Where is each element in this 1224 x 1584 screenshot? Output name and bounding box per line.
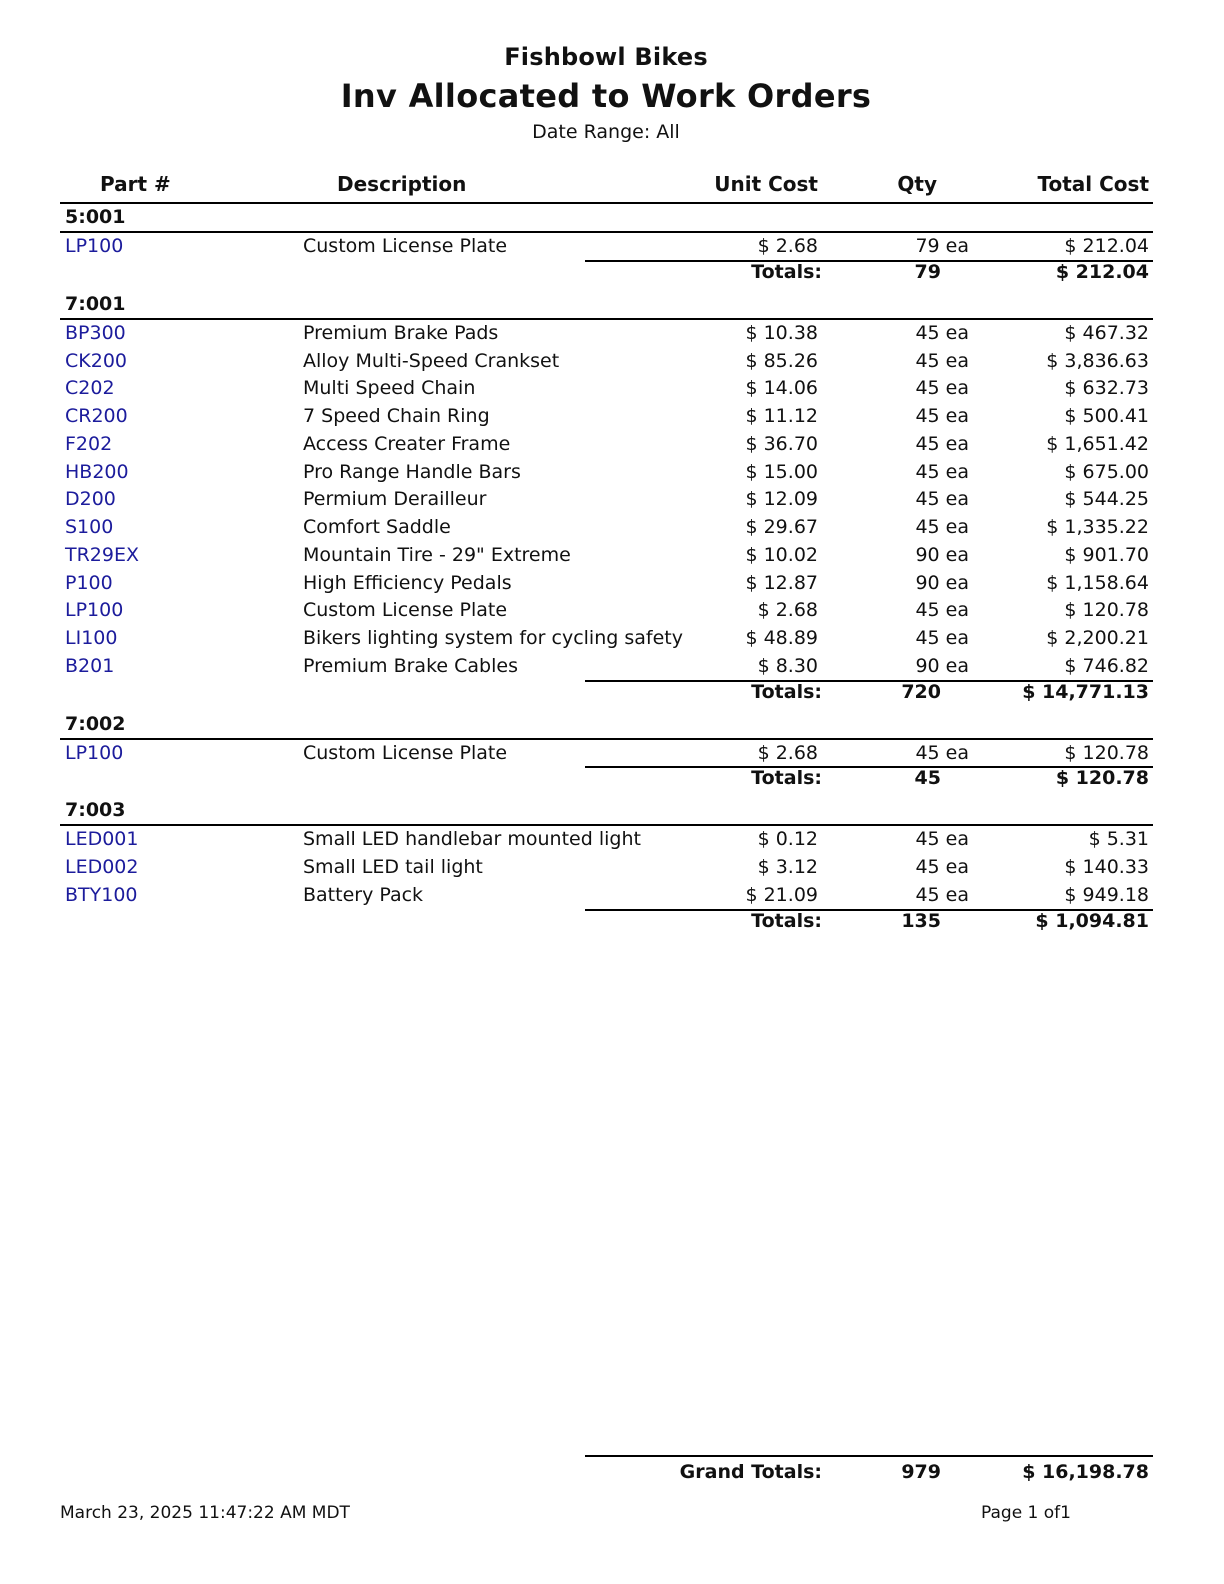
part-number-link[interactable]: TR29EX xyxy=(65,543,140,566)
work-order-group xyxy=(60,291,1153,711)
unit-cost: $ 12.09 xyxy=(745,488,818,511)
totals-cost: $ 1,094.81 xyxy=(1035,909,1149,932)
part-description: Small LED tail light xyxy=(303,856,483,878)
part-description: Bikers lighting system for cycling safety xyxy=(303,627,683,649)
work-order-group xyxy=(60,797,1153,939)
column-header-unit-cost: Unit Cost xyxy=(714,172,818,196)
report-table xyxy=(60,170,1153,940)
total-cost: $ 500.41 xyxy=(1064,405,1149,427)
part-description: Pro Range Handle Bars xyxy=(303,460,521,483)
total-cost: $ 2,200.21 xyxy=(1046,627,1149,649)
part-number-link[interactable]: LED002 xyxy=(65,856,139,878)
table-row xyxy=(60,854,1153,882)
unit-cost: $ 36.70 xyxy=(745,432,818,455)
unit-cost: $ 29.67 xyxy=(745,516,818,538)
quantity: 45 ea xyxy=(915,460,969,483)
part-number-link[interactable]: HB200 xyxy=(65,460,129,483)
table-row xyxy=(60,403,1153,431)
totals-label: Totals: xyxy=(751,909,822,932)
totals-cost: $ 14,771.13 xyxy=(1022,680,1149,703)
part-number-link[interactable]: C202 xyxy=(65,377,115,400)
part-number-link[interactable]: S100 xyxy=(65,516,114,538)
totals-cost: $ 120.78 xyxy=(1055,767,1149,790)
group-totals-row xyxy=(60,767,1153,797)
column-header-qty: Qty xyxy=(897,172,937,196)
part-description: Battery Pack xyxy=(303,883,424,906)
table-row xyxy=(60,826,1153,854)
part-number-link[interactable]: LED001 xyxy=(65,828,139,851)
totals-qty: 45 xyxy=(914,767,941,790)
table-row xyxy=(60,459,1153,487)
part-description: Comfort Saddle xyxy=(303,516,451,538)
work-order-header xyxy=(60,291,1153,320)
part-number-link[interactable]: B201 xyxy=(65,654,115,677)
part-description: Custom License Plate xyxy=(303,599,508,622)
part-description: High Efficiency Pedals xyxy=(303,571,512,594)
total-cost: $ 467.32 xyxy=(1064,321,1149,344)
table-row xyxy=(60,486,1153,514)
grand-totals-qty: 979 xyxy=(901,1461,941,1483)
quantity: 45 ea xyxy=(915,405,969,427)
part-description: Permium Derailleur xyxy=(303,488,487,511)
totals-qty: 135 xyxy=(901,909,941,932)
quantity: 45 ea xyxy=(915,377,969,400)
part-description: 7 Speed Chain Ring xyxy=(303,405,490,427)
totals-label: Totals: xyxy=(751,767,822,790)
quantity: 45 ea xyxy=(915,432,969,455)
total-cost: $ 120.78 xyxy=(1064,599,1149,622)
totals-qty: 720 xyxy=(901,680,941,703)
work-order-header xyxy=(60,797,1153,826)
page-number: Page 1 of1 xyxy=(981,1503,1071,1523)
total-cost: $ 3,836.63 xyxy=(1046,349,1149,372)
quantity: 45 ea xyxy=(915,883,969,906)
total-cost: $ 1,158.64 xyxy=(1046,571,1149,594)
part-description: Mountain Tire - 29" Extreme xyxy=(303,543,571,566)
total-cost: $ 140.33 xyxy=(1064,856,1149,878)
quantity: 90 ea xyxy=(915,571,969,594)
total-cost: $ 5.31 xyxy=(1088,828,1149,851)
quantity: 90 ea xyxy=(915,543,969,566)
column-header-total-cost: Total Cost xyxy=(1037,172,1149,196)
part-number-link[interactable]: F202 xyxy=(65,432,113,455)
total-cost: $ 746.82 xyxy=(1064,654,1149,677)
table-row xyxy=(60,653,1153,681)
table-row xyxy=(60,625,1153,653)
work-order-number: 7:003 xyxy=(65,799,126,822)
part-description: Alloy Multi-Speed Crankset xyxy=(303,349,560,372)
unit-cost: $ 10.02 xyxy=(745,543,818,566)
grand-totals-label: Grand Totals: xyxy=(679,1461,822,1483)
unit-cost: $ 12.87 xyxy=(745,571,818,594)
unit-cost: $ 2.68 xyxy=(757,599,818,622)
quantity: 45 ea xyxy=(915,321,969,344)
table-row xyxy=(60,431,1153,459)
table-row xyxy=(60,320,1153,348)
table-row xyxy=(60,375,1153,403)
unit-cost: $ 3.12 xyxy=(757,856,818,878)
quantity: 45 ea xyxy=(915,349,969,372)
report-title: Inv Allocated to Work Orders xyxy=(340,77,872,115)
unit-cost: $ 2.68 xyxy=(757,741,818,764)
total-cost: $ 120.78 xyxy=(1064,741,1149,764)
unit-cost: $ 8.30 xyxy=(757,654,818,677)
part-description: Premium Brake Cables xyxy=(303,654,518,677)
total-cost: $ 544.25 xyxy=(1064,488,1149,511)
grand-totals-cost: $ 16,198.78 xyxy=(1022,1461,1149,1483)
table-row xyxy=(60,597,1153,625)
part-description: Custom License Plate xyxy=(303,741,508,764)
totals-qty: 79 xyxy=(914,260,941,283)
quantity: 45 ea xyxy=(915,488,969,511)
unit-cost: $ 2.68 xyxy=(757,235,818,257)
total-cost: $ 212.04 xyxy=(1064,235,1149,257)
part-description: Small LED handlebar mounted light xyxy=(303,828,641,851)
part-number-link[interactable]: LP100 xyxy=(65,235,124,257)
work-order-header xyxy=(60,204,1153,233)
group-totals-row xyxy=(60,681,1153,711)
total-cost: $ 949.18 xyxy=(1064,883,1149,906)
work-order-number: 7:001 xyxy=(65,292,126,315)
total-cost: $ 632.73 xyxy=(1064,377,1149,400)
print-timestamp: March 23, 2025 11:47:22 AM MDT xyxy=(60,1503,350,1523)
quantity: 45 ea xyxy=(915,741,969,764)
part-number-link[interactable]: BTY100 xyxy=(65,883,138,906)
table-row xyxy=(60,882,1153,910)
part-description: Premium Brake Pads xyxy=(303,321,499,344)
company-name: Fishbowl Bikes xyxy=(504,43,708,71)
work-order-number: 7:002 xyxy=(65,712,126,735)
part-description: Access Creater Frame xyxy=(303,432,511,455)
part-number-link[interactable]: LP100 xyxy=(65,599,124,622)
quantity: 45 ea xyxy=(915,599,969,622)
quantity: 90 ea xyxy=(915,654,969,677)
quantity: 79 ea xyxy=(915,235,969,257)
work-order-group xyxy=(60,204,1153,291)
total-cost: $ 1,651.42 xyxy=(1046,432,1149,455)
part-number-link[interactable]: CK200 xyxy=(65,349,127,372)
work-order-group xyxy=(60,711,1153,798)
column-header-part: Part # xyxy=(100,172,171,196)
total-cost: $ 1,335.22 xyxy=(1046,516,1149,538)
grand-totals-row xyxy=(585,1455,1153,1491)
table-row xyxy=(60,233,1153,261)
unit-cost: $ 10.38 xyxy=(745,321,818,344)
unit-cost: $ 21.09 xyxy=(745,883,818,906)
unit-cost: $ 14.06 xyxy=(745,377,818,400)
work-order-groups xyxy=(60,204,1153,940)
part-number-link[interactable]: BP300 xyxy=(65,321,126,344)
part-description: Multi Speed Chain xyxy=(303,377,476,400)
quantity: 45 ea xyxy=(915,516,969,538)
quantity: 45 ea xyxy=(915,828,969,851)
table-row xyxy=(60,514,1153,542)
column-header-description: Description xyxy=(337,172,467,196)
part-number-link[interactable]: D200 xyxy=(65,488,116,511)
table-row xyxy=(60,542,1153,570)
totals-label: Totals: xyxy=(751,680,822,703)
totals-cost: $ 212.04 xyxy=(1055,260,1149,283)
part-number-link[interactable]: LP100 xyxy=(65,741,124,764)
group-totals-row xyxy=(60,910,1153,940)
unit-cost: $ 85.26 xyxy=(745,349,818,372)
quantity: 45 ea xyxy=(915,627,969,649)
total-cost: $ 901.70 xyxy=(1064,543,1149,566)
work-order-header xyxy=(60,711,1153,740)
column-headers xyxy=(60,170,1153,204)
part-number-link[interactable]: LI100 xyxy=(65,627,118,649)
unit-cost: $ 0.12 xyxy=(757,828,818,851)
part-number-link[interactable]: P100 xyxy=(65,571,113,594)
group-totals-row xyxy=(60,261,1153,291)
date-range: Date Range: All xyxy=(532,121,680,143)
report-header xyxy=(0,40,1212,146)
table-row xyxy=(60,740,1153,768)
total-cost: $ 675.00 xyxy=(1064,460,1149,483)
unit-cost: $ 48.89 xyxy=(745,627,818,649)
part-description: Custom License Plate xyxy=(303,235,508,257)
unit-cost: $ 15.00 xyxy=(745,460,818,483)
table-row xyxy=(60,570,1153,598)
work-order-number: 5:001 xyxy=(65,206,126,228)
part-number-link[interactable]: CR200 xyxy=(65,405,128,427)
totals-label: Totals: xyxy=(751,260,822,283)
table-row xyxy=(60,348,1153,376)
unit-cost: $ 11.12 xyxy=(745,405,818,427)
quantity: 45 ea xyxy=(915,856,969,878)
